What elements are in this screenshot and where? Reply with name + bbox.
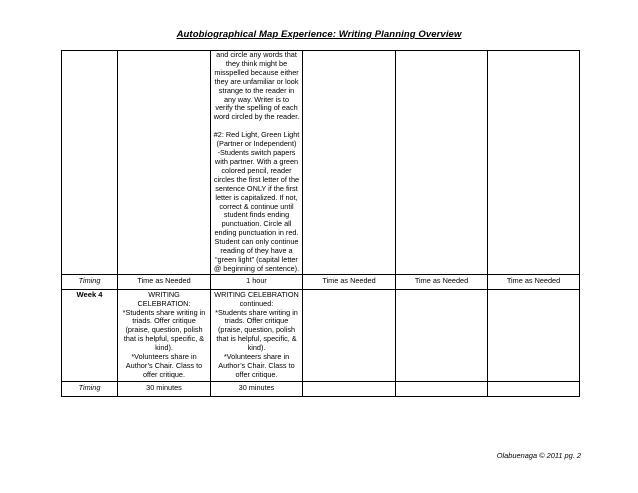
text-line: ending punctuation in red. [214, 228, 299, 238]
text-line: they think might be [225, 58, 288, 68]
text-line: with partner. With a green [214, 156, 299, 166]
text-line: *Students share writing in [215, 307, 298, 317]
text-line: that is helpful, specific, & [216, 334, 297, 344]
table-row-continuation [62, 51, 580, 275]
timing-cell [396, 381, 488, 396]
text-line: *Volunteers share in [223, 352, 290, 362]
text-line: (praise, question, polish [217, 325, 296, 335]
table-row-week-4 [62, 289, 580, 381]
text-line: punctuation. Circle all [221, 219, 292, 229]
text-line: reading of they have a [220, 246, 293, 256]
text-line: offer critique. [235, 369, 278, 379]
timing-cell: Time as Needed [488, 274, 580, 289]
week-label: Week 4 [62, 289, 118, 381]
planning-table [61, 50, 580, 397]
text-line: *Students share writing in [122, 307, 206, 317]
empty-cell [396, 51, 488, 275]
page-footer: Olabuenaga © 2011 pg. 2 [496, 451, 581, 460]
text-line: -Students switch papers [217, 148, 296, 158]
text-line: that is helpful, specific, & [123, 334, 205, 344]
text-line: WRITING [148, 289, 180, 299]
text-line: letter is capitalized. If not, [215, 192, 298, 202]
text-line: kind). [247, 343, 266, 353]
timing-cell: 30 minutes [211, 381, 303, 396]
text-line: colored pencil, reader [221, 165, 292, 175]
empty-cell [303, 51, 396, 275]
text-line: offer critique. [142, 369, 186, 379]
text-line: (praise, question, polish [125, 325, 203, 335]
timing-cell: 30 minutes [118, 381, 211, 396]
timing-cell: Time as Needed [303, 274, 396, 289]
text-line: they are unfamiliar or look [214, 76, 299, 86]
timing-cell [303, 381, 396, 396]
text-line: strange to the reader in [218, 85, 295, 95]
text-line: student finds ending [223, 210, 290, 220]
text-line: verify the spelling of each [215, 103, 298, 113]
empty-cell [488, 289, 580, 381]
text-line: (Partner or Independent) [216, 139, 297, 149]
text-line: Student can only continue [214, 237, 299, 247]
text-line: continued: [239, 298, 274, 308]
empty-cell [118, 51, 211, 275]
timing-cell [488, 381, 580, 396]
timing-label: Timing [62, 381, 118, 396]
text-line: misspelled because either [214, 67, 299, 77]
empty-cell [303, 289, 396, 381]
text-line: correct & continue until [219, 201, 294, 211]
text-line: triads. Offer critique [132, 316, 196, 326]
text-line: #2: Red Light, Green Light [213, 130, 300, 140]
text-line: CELEBRATION: [137, 298, 191, 308]
table-row-timing [62, 274, 580, 289]
text-line: kind). [155, 343, 173, 353]
empty-cell [488, 51, 580, 275]
text-line: “green light” (capital letter [215, 254, 298, 264]
text-line: *Volunteers share in [131, 352, 197, 362]
page-title: Autobiographical Map Experience: Writing Planning Overview [176, 29, 462, 40]
timing-cell: Time as Needed [396, 274, 488, 289]
text-line: WRITING CELEBRATION [214, 289, 299, 299]
lesson-cell-writing-celebration [118, 289, 211, 381]
text-line: word circled by the reader. [213, 112, 300, 122]
timing-cell: 1 hour [211, 274, 303, 289]
timing-cell: Time as Needed [118, 274, 211, 289]
text-line: @ beginning of sentence). [213, 263, 300, 273]
text-line: and circle any words that [216, 50, 297, 59]
timing-label: Timing [62, 274, 118, 289]
lesson-cell-continuation [211, 51, 303, 275]
table-row-timing [62, 381, 580, 396]
text-line: any way. Writer is to [223, 94, 289, 104]
text-line: triads. Offer critique [224, 316, 289, 326]
text-line: sentence ONLY if the first [215, 183, 298, 193]
text-line: circles the first letter of the [213, 174, 300, 184]
text-line: Author’s Chair. Class to [125, 361, 203, 370]
text-line: Author’s Chair. Class to [218, 361, 295, 370]
row-label-cell [62, 51, 118, 275]
empty-cell [396, 289, 488, 381]
lesson-cell-writing-celebration-continued [211, 289, 303, 381]
